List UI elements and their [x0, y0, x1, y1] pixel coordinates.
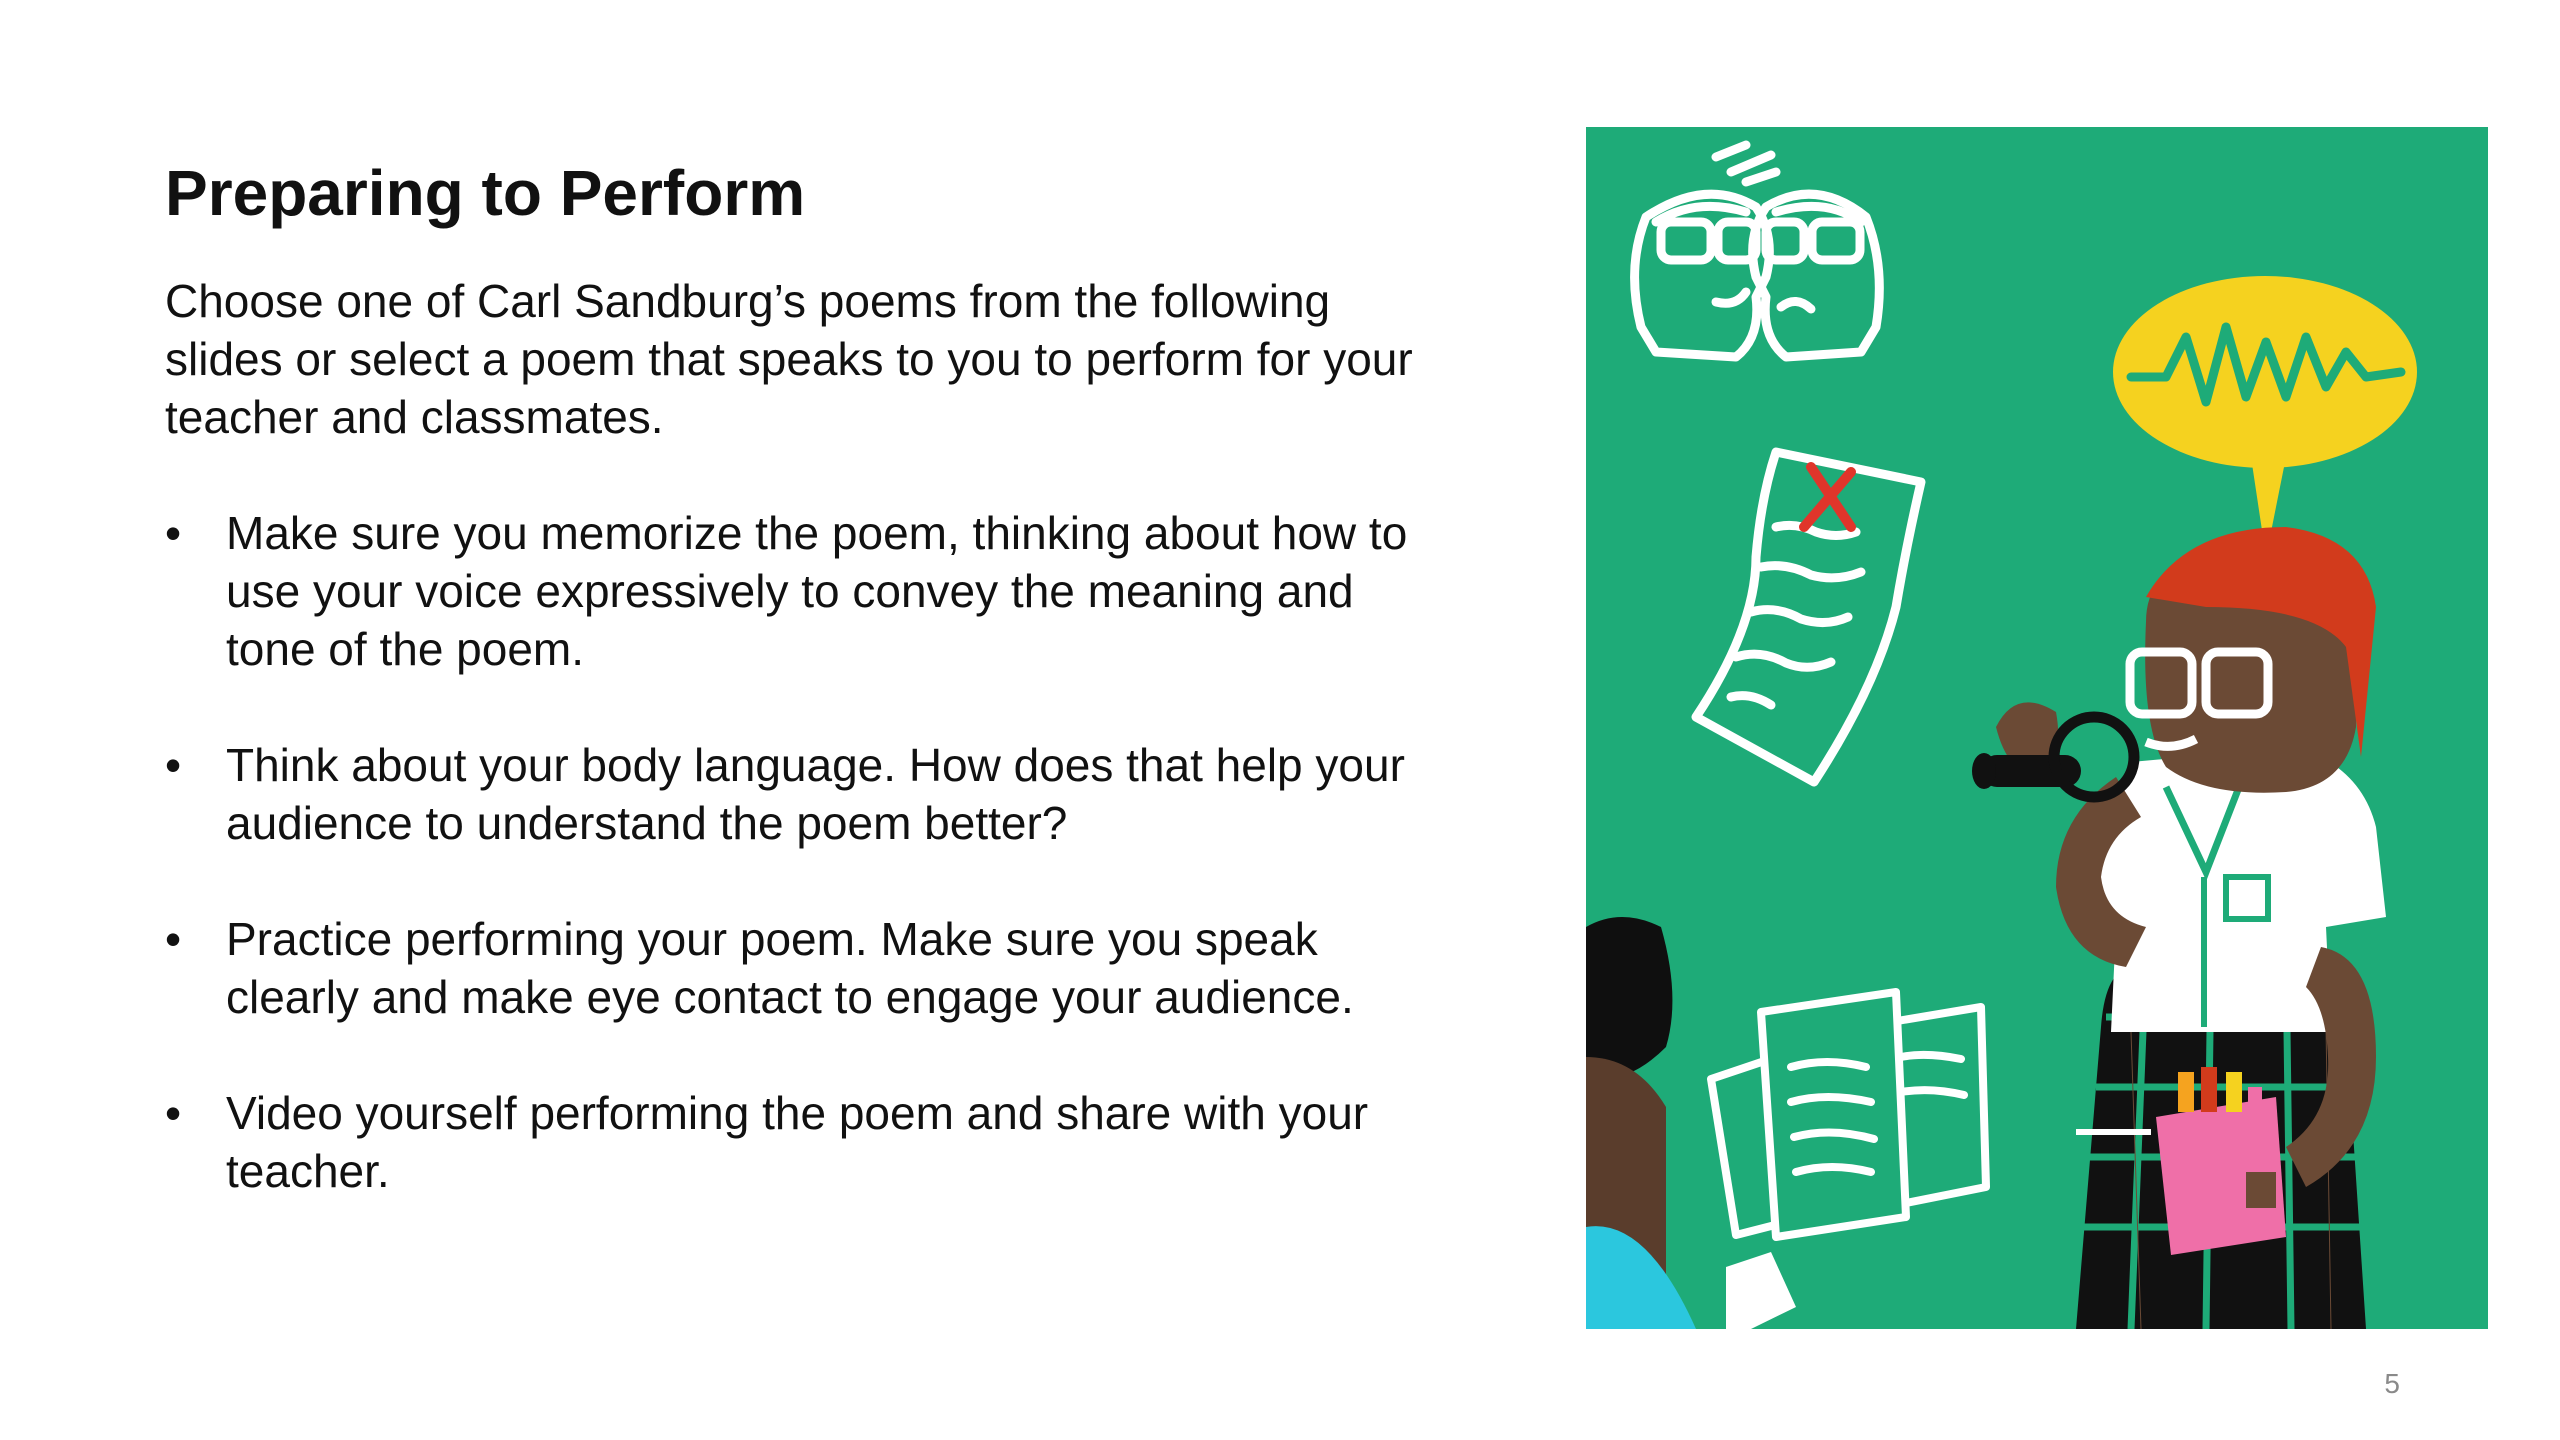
bullet-text: Make sure you memorize the poem, thinking about how to use your voice expressively to convey the meaning and tone of the poem. [226, 507, 1408, 675]
bullet-dot: • [165, 739, 182, 791]
intro-paragraph: Choose one of Carl Sandburg’s poems from the following slides or select a poem that speaks to you to perform for your teacher and classmates. [165, 275, 1413, 443]
bullet-dot: • [165, 1087, 182, 1139]
bullet-item [165, 504, 1425, 678]
bullet-list [165, 504, 1425, 1258]
bullet-dot: • [165, 913, 182, 965]
bullet-item [165, 736, 1425, 852]
page-number: 5 [2384, 1368, 2400, 1399]
performer-illustration [1586, 127, 2488, 1329]
bullet-item [165, 910, 1425, 1026]
bullet-text: Think about your body language. How does that help your audience to understand the poem better? [226, 739, 1405, 849]
bullet-dot: • [165, 507, 182, 559]
bullet-text: Video yourself performing the poem and share with your teacher. [226, 1087, 1369, 1197]
bullet-text: Practice performing your poem. Make sure you speak clearly and make eye contact to engage your audience. [226, 913, 1354, 1023]
bullet-item [165, 1084, 1425, 1200]
slide-title: Preparing to Perform [165, 157, 806, 229]
